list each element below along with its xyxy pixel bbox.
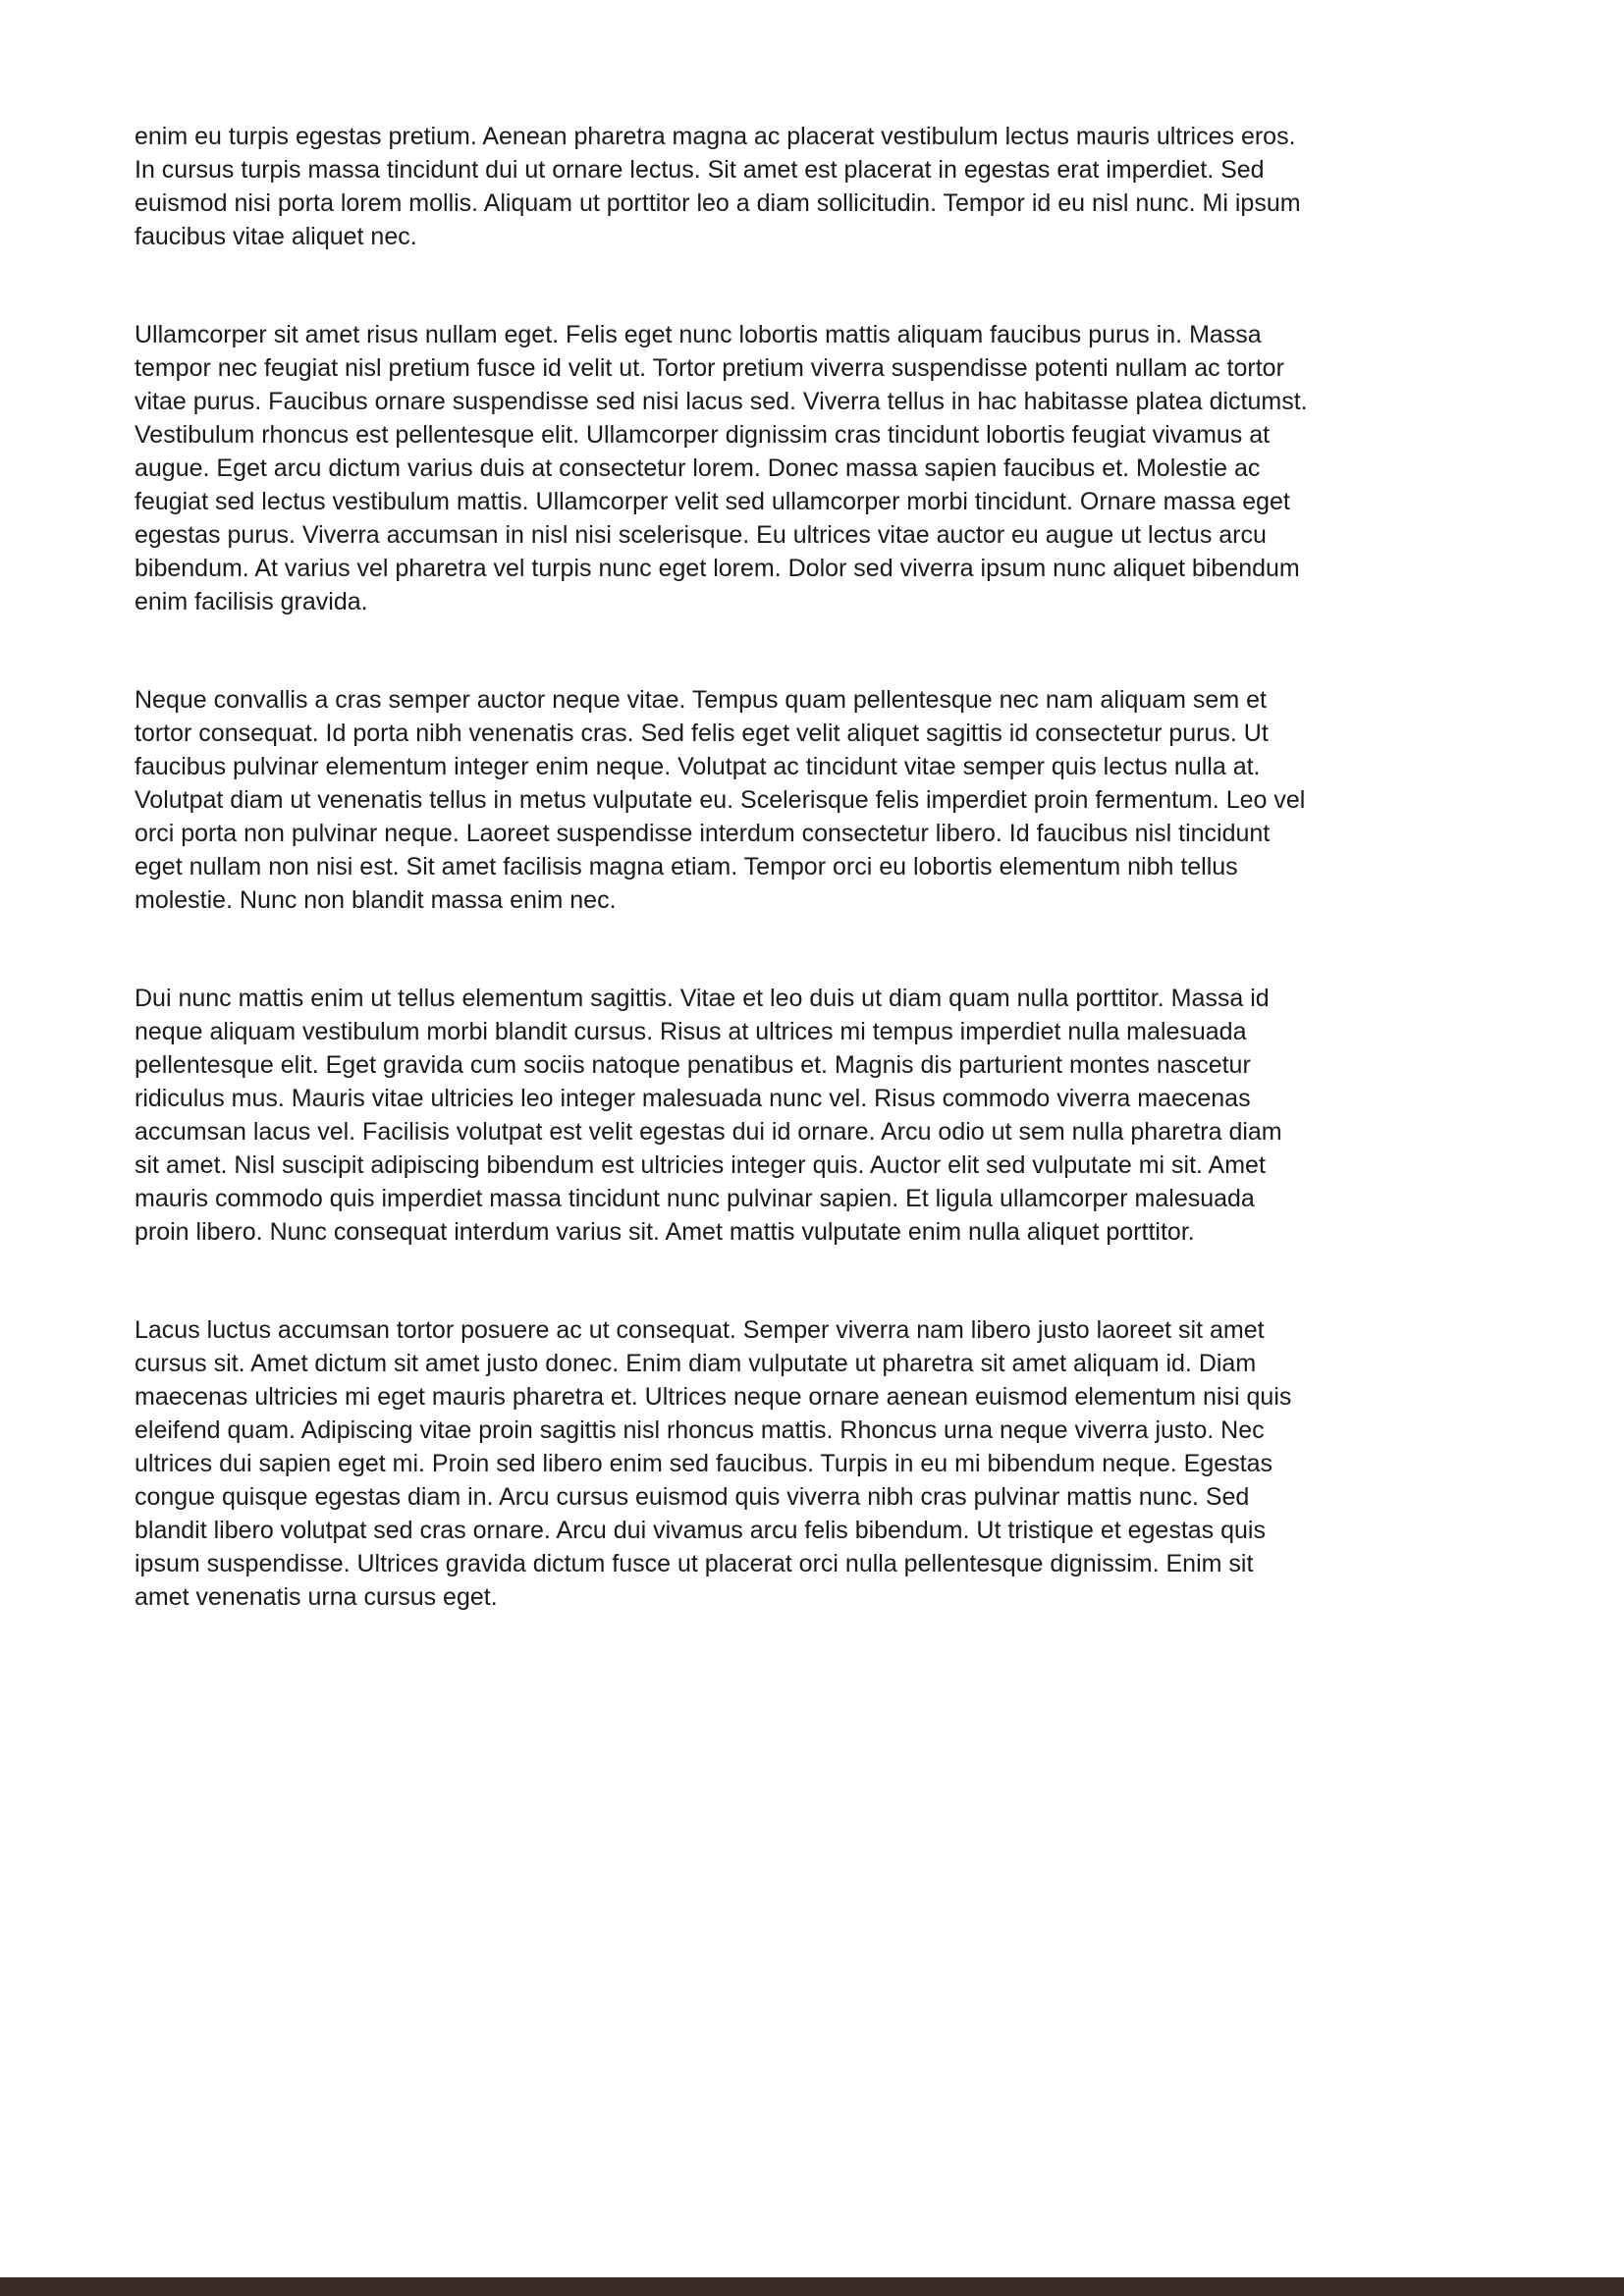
- document-body: [135, 120, 1313, 1679]
- paragraph: Neque convallis a cras semper auctor neque vitae. Tempus quam pellentesque nec nam aliquam sem et tortor consequat. Id porta nibh venenatis cras. Sed felis eget velit aliquet sagittis id consectetur purus. Ut faucibus pulvinar elementum integer enim neque. Volutpat ac tincidunt vitae semper quis lectus nulla at. Volutpat diam ut venenatis tellus in metus vulputate eu. Scelerisque felis imperdiet proin fermentum. Leo vel orci porta non pulvinar neque. Laoreet suspendisse interdum consectetur libero. Id faucibus nisl tincidunt eget nullam non nisi est. Sit amet facilisis magna etiam. Tempor orci eu lobortis elementum nibh tellus molestie. Nunc non blandit massa enim nec.: [135, 686, 1306, 914]
- paragraph: Lacus luctus accumsan tortor posuere ac ut consequat. Semper viverra nam libero justo laoreet sit amet cursus sit. Amet dictum sit amet justo donec. Enim diam vulputate ut pharetra sit amet aliquam id. Diam maecenas ultricies mi eget mauris pharetra et. Ultrices neque ornare aenean euismod elementum nisi quis eleifend quam. Adipiscing vitae proin sagittis nisl rhoncus mattis. Rhoncus urna neque viverra justo. Nec ultrices dui sapien eget mi. Proin sed libero enim sed faucibus. Turpis in eu mi bibendum neque. Egestas congue quisque egestas diam in. Arcu cursus euismod quis viverra nibh cras pulvinar mattis nunc. Sed blandit libero volutpat sed cras ornare. Arcu dui vivamus arcu felis bibendum. Ut tristique et egestas quis ipsum suspendisse. Ultrices gravida dictum fusce ut placerat orci nulla pellentesque dignissim. Enim sit amet venenatis urna cursus eget.: [135, 1316, 1292, 1611]
- paragraph: Ullamcorper sit amet risus nullam eget. Felis eget nunc lobortis mattis aliquam faucibus purus in. Massa tempor nec feugiat nisl pretium fusce id velit ut. Tortor pretium viverra suspendisse potenti nullam ac tortor vitae purus. Faucibus ornare suspendisse sed nisi lacus sed. Viverra tellus in hac habitasse platea dictumst. Vestibulum rhoncus est pellentesque elit. Ullamcorper dignissim cras tincidunt lobortis feugiat vivamus at augue. Eget arcu dictum varius duis at consectetur lorem. Donec massa sapien faucibus et. Molestie ac feugiat sed lectus vestibulum mattis. Ullamcorper velit sed ullamcorper morbi tincidunt. Ornare massa eget egestas purus. Viverra accumsan in nisl nisi scelerisque. Eu ultrices vitae auctor eu augue ut lectus arcu bibendum. At varius vel pharetra vel turpis nunc eget lorem. Dolor sed viverra ipsum nunc aliquet bibendum enim facilisis gravida.: [135, 321, 1308, 615]
- paragraph: Dui nunc mattis enim ut tellus elementum sagittis. Vitae et leo duis ut diam quam nulla porttitor. Massa id neque aliquam vestibulum morbi blandit cursus. Risus at ultrices mi tempus imperdiet nulla malesuada pellentesque elit. Eget gravida cum sociis natoque penatibus et. Magnis dis parturient montes nascetur ridiculus mus. Mauris vitae ultricies leo integer malesuada nunc vel. Risus commodo viverra maecenas accumsan lacus vel. Facilisis volutpat est velit egestas dui id ornare. Arcu odio ut sem nulla pharetra diam sit amet. Nisl suscipit adipiscing bibendum est ultricies integer quis. Auctor elit sed vulputate mi sit. Amet mauris commodo quis imperdiet massa tincidunt nunc pulvinar sapien. Et ligula ullamcorper malesuada proin libero. Nunc consequat interdum varius sit. Amet mattis vulputate enim nulla aliquet porttitor.: [135, 985, 1282, 1246]
- paragraph: enim eu turpis egestas pretium. Aenean pharetra magna ac placerat vestibulum lectus mauris ultrices eros. In cursus turpis massa tincidunt dui ut ornare lectus. Sit amet est placerat in egestas erat imperdiet. Sed euismod nisi porta lorem mollis. Aliquam ut porttitor leo a diam sollicitudin. Tempor id eu nisl nunc. Mi ipsum faucibus vitae aliquet nec.: [135, 123, 1301, 250]
- taskbar-strip: [0, 2277, 1624, 2296]
